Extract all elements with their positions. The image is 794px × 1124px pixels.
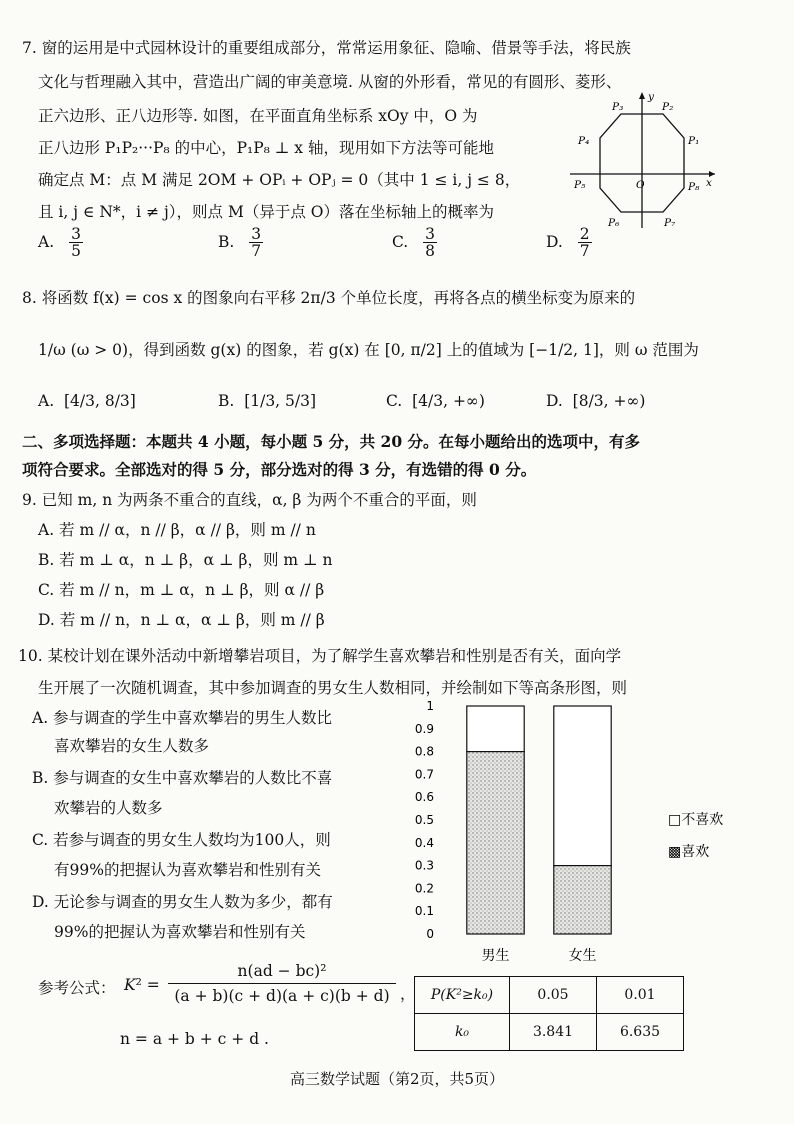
- label-p4: P₄: [578, 135, 590, 147]
- section2-line-2: 项符合要求。全部选对的得 5 分，部分选对的得 3 分，有选错的得 0 分。: [22, 460, 537, 479]
- y-arrow: [639, 92, 645, 99]
- q7-line-1: 7. 窗的运用是中式园林设计的重要组成部分，常常运用象征、隐喻、借景等手法，将民族: [22, 39, 631, 57]
- q10-option-a-2: 喜欢攀岩的女生人数多: [54, 737, 210, 755]
- q7-option-a: A. $\frac{3}{5}$: [38, 225, 81, 261]
- q8-option-d: D. [8/3, +∞): [546, 392, 646, 410]
- y-tick-label: 0.2: [414, 881, 434, 896]
- q8-option-c: C. [4/3, +∞): [386, 392, 485, 410]
- formula-numerator: n(ad − bc)²: [168, 962, 396, 984]
- q7-option-b: B. $\frac{3}{7}$: [218, 225, 262, 261]
- octagon-figure: [570, 88, 720, 238]
- q7-line-5: 确定点 M：点 M 满足 2OM + OPᵢ + OPⱼ = 0（其中 1 ≤ i, j ≤ 8，: [38, 171, 521, 189]
- y-tick-label: 0.6: [414, 790, 434, 805]
- legend-dislike: □不喜欢: [668, 812, 724, 828]
- bar-dislike-0: [467, 706, 524, 752]
- q7-option-d: D. $\frac{2}{7}$: [546, 225, 590, 261]
- y-tick-label: 0.8: [414, 744, 434, 759]
- bar-like-1: [554, 866, 611, 934]
- label-p2: P₂: [662, 101, 674, 113]
- formula-comma: ，: [400, 985, 416, 1003]
- table-cell: P(K²≥k₀): [415, 977, 510, 1014]
- formula-denominator: (a + b)(c + d)(a + c)(b + d): [174, 987, 390, 1005]
- stacked-bar-chart: [404, 696, 754, 970]
- q10-option-b-1: B. 参与调查的女生中喜欢攀岩的人数比不喜: [32, 769, 333, 787]
- table-cell: 3.841: [510, 1014, 597, 1051]
- y-tick-label: 1: [426, 699, 434, 713]
- label-p7: P₇: [664, 217, 676, 229]
- q10-option-d-2: 99%的把握认为喜欢攀岩和性别有关: [54, 923, 306, 941]
- q7-option-c: C. $\frac{3}{8}$: [392, 225, 436, 261]
- y-tick-label: 0.4: [414, 835, 434, 850]
- bar-like-0: [467, 752, 524, 934]
- q8-line-2: 1/ω (ω > 0)，得到函数 g(x) 的图象，若 g(x) 在 [0, π/2] 上的值域为 [−1/2, 1]，则 ω 范围为: [38, 341, 699, 359]
- q9-option-a: A. 若 m // α，n // β，α // β，则 m // n: [38, 521, 316, 539]
- table-cell: k₀: [415, 1014, 510, 1051]
- label-o: O: [636, 179, 645, 191]
- table-row: [415, 977, 684, 1014]
- bar-dislike-1: [554, 706, 611, 866]
- q10-option-b-2: 欢攀岩的人数多: [54, 799, 163, 817]
- y-tick-label: 0.3: [414, 858, 434, 873]
- x-category-label: 男生: [481, 948, 510, 964]
- label-y: y: [648, 91, 654, 103]
- y-tick-label: 0.5: [414, 813, 434, 827]
- table-cell: 0.05: [510, 977, 597, 1014]
- y-tick-label: 0: [426, 927, 434, 941]
- q8-option-a: A. [4/3, 8/3]: [38, 392, 136, 410]
- y-tick-label: 0.7: [414, 767, 434, 782]
- q9-option-d: D. 若 m // n，n ⊥ α，α ⊥ β，则 m // β: [38, 611, 325, 629]
- q9-stem: 9. 已知 m, n 为两条不重合的直线，α, β 为两个不重合的平面，则: [22, 491, 477, 509]
- formula-fraction: [168, 962, 396, 1005]
- q8-line-1: 8. 将函数 f(x) = cos x 的图象向右平移 2π/3 个单位长度，再将各点的横坐标变为原来的: [22, 289, 636, 307]
- q10-option-d-1: D. 无论参与调查的男女生人数为多少，都有: [32, 893, 333, 911]
- q10-stem-2: 生开展了一次随机调查，其中参加调查的男女生人数相同，并绘制如下等高条形图，则: [38, 679, 628, 697]
- q10-option-c-1: C. 若参与调查的男女生人数均为100人，则: [32, 831, 331, 849]
- label-p6: P₆: [608, 217, 620, 229]
- legend-like: ▩喜欢: [668, 844, 710, 860]
- critical-value-table: [414, 976, 684, 1051]
- y-tick-label: 0.1: [414, 904, 434, 919]
- q10-option-c-2: 有99%的把握认为喜欢攀岩和性别有关: [54, 861, 321, 879]
- label-p3: P₃: [612, 101, 624, 113]
- q8-option-b: B. [1/3, 5/3]: [218, 392, 317, 410]
- label-x: x: [706, 177, 712, 189]
- section2-line-1: 二、多项选择题：本题共 4 小题，每小题 5 分，共 20 分。在每小题给出的选项中，有多: [22, 432, 641, 451]
- q10-option-a-1: A. 参与调查的学生中喜欢攀岩的男生人数比: [32, 709, 333, 727]
- label-p5: P₅: [574, 179, 586, 191]
- q7-line-2: 文化与哲理融入其中，营造出广阔的审美意境. 从窗的外形看，常见的有圆形、菱形、: [38, 73, 622, 91]
- formula-k2: K² =: [124, 976, 160, 994]
- x-category-label: 女生: [568, 948, 597, 964]
- table-row: [415, 1014, 684, 1051]
- q7-line-6: 且 i, j ∈ N*，i ≠ j），则点 M（异于点 O）落在坐标轴上的概率为: [38, 203, 494, 221]
- q10-stem-1: 10. 某校计划在课外活动中新增攀岩项目，为了解学生喜欢攀岩和性别是否有关，面向学: [18, 647, 622, 665]
- q9-option-c: C. 若 m // n，m ⊥ α，n ⊥ β，则 α // β: [38, 581, 325, 599]
- formula-n: n = a + b + c + d .: [120, 1030, 269, 1048]
- label-p1: P₁: [688, 135, 700, 147]
- page-footer: 高三数学试题（第2页，共5页）: [289, 1070, 505, 1088]
- q7-line-3: 正六边形、正八边形等. 如图，在平面直角坐标系 xOy 中，O 为: [38, 107, 478, 125]
- table-cell: 6.635: [597, 1014, 684, 1051]
- y-tick-label: 0.9: [414, 721, 434, 736]
- formula-label: 参考公式：: [38, 979, 116, 997]
- q9-option-b: B. 若 m ⊥ α，n ⊥ β，α ⊥ β，则 m ⊥ n: [38, 551, 333, 569]
- table-cell: 0.01: [597, 977, 684, 1014]
- label-p8: P₈: [688, 181, 700, 193]
- q7-line-4: 正八边形 P₁P₂···P₈ 的中心，P₁P₈ ⊥ x 轴，现用如下方法等可能地: [38, 139, 494, 157]
